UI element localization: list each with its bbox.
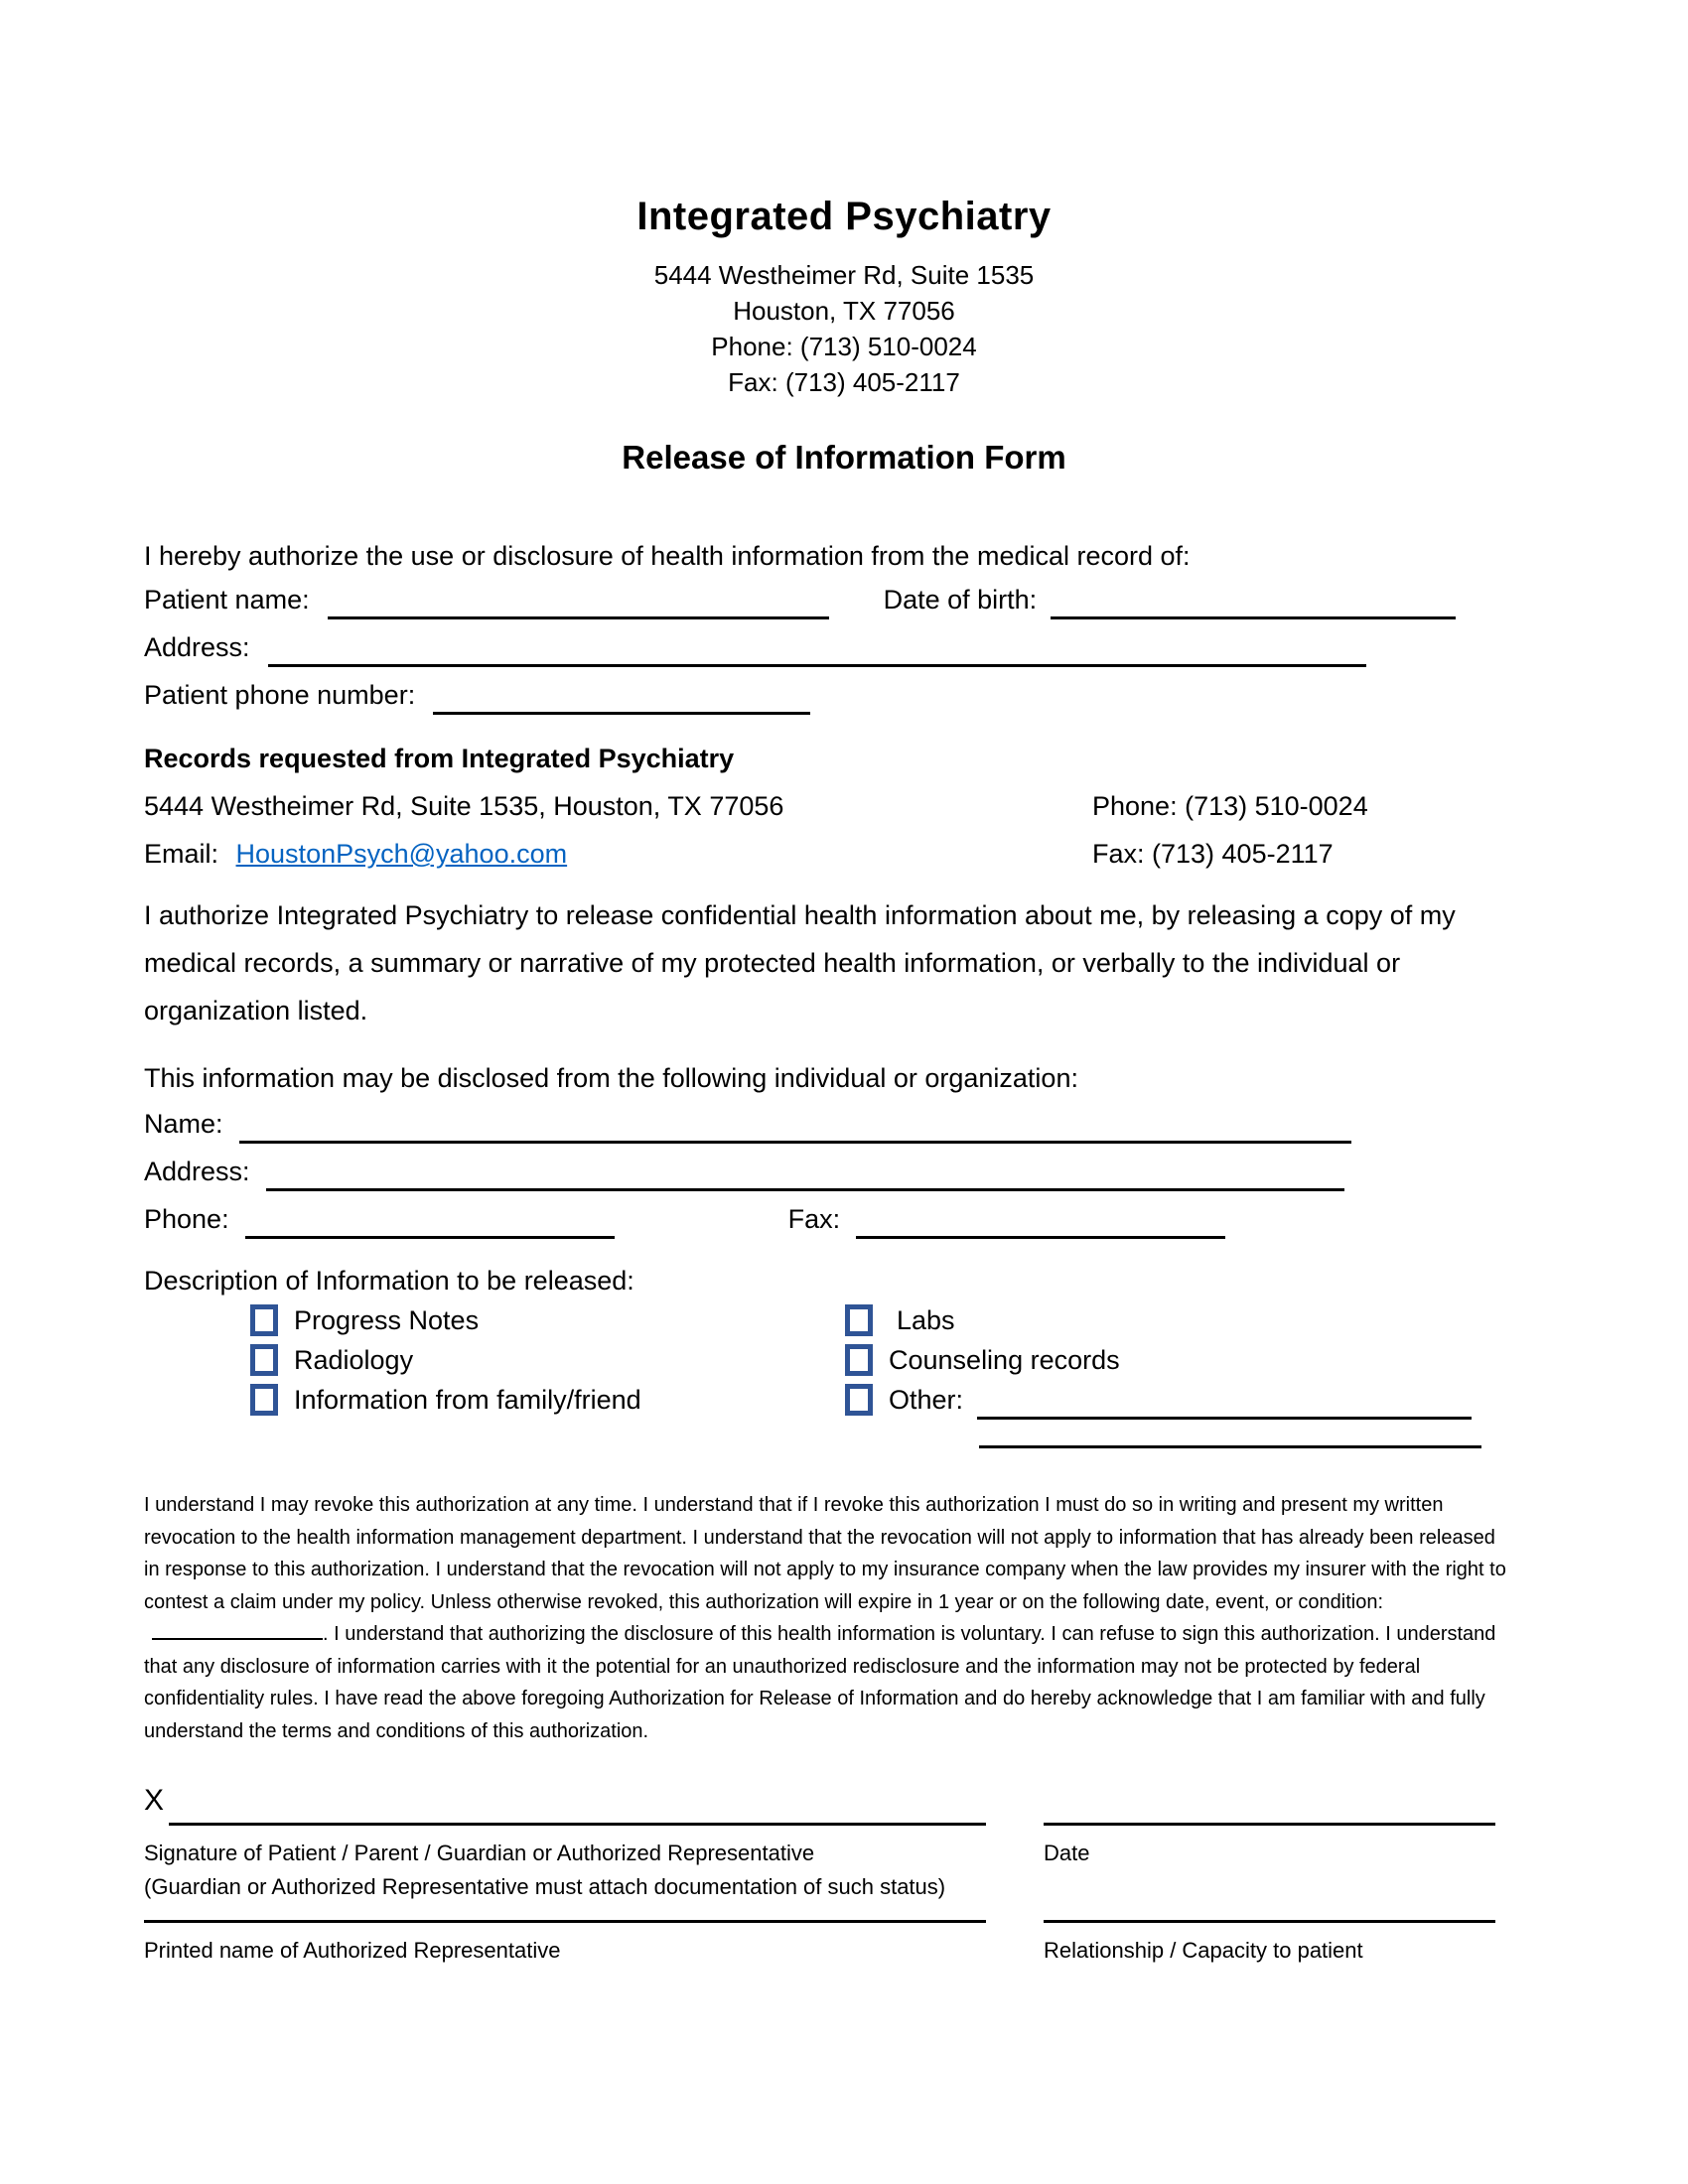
clinic-address-line1: 5444 Westheimer Rd, Suite 1535 [653, 260, 1035, 290]
other-field-line-2[interactable] [979, 1445, 1481, 1448]
patient-phone-field[interactable] [433, 681, 810, 715]
checkbox-row-family-friend [250, 1380, 641, 1420]
records-section-heading: Records requested from Integrated Psychiatry [144, 744, 735, 773]
printed-name-label: Printed name of Authorized Representative [144, 1938, 561, 1963]
checkbox-row-progress-notes [250, 1300, 479, 1340]
progress-notes-checkbox[interactable] [250, 1304, 278, 1336]
clinic-name: Integrated Psychiatry [636, 195, 1052, 238]
radiology-checkbox[interactable] [250, 1344, 278, 1376]
records-fax: Fax: (713) 405-2117 [1092, 839, 1334, 869]
authorization-paragraph: I authorize Integrated Psychiatry to release confidential health information about me, by releasing a copy of my medical records, a summary or narrative of my protected health information, or verbally to the individual or organization listed. [144, 900, 1456, 1025]
other-checkbox[interactable] [845, 1384, 873, 1416]
disclosure-phone-field[interactable] [245, 1205, 615, 1239]
counseling-label: Counseling records [889, 1345, 1120, 1375]
progress-notes-label: Progress Notes [294, 1305, 480, 1335]
clinic-address-line2: Houston, TX 77056 [733, 296, 955, 326]
other-field[interactable] [977, 1386, 1472, 1420]
disclosure-name-label: Name: [144, 1109, 223, 1139]
signature-field[interactable] [169, 1823, 986, 1826]
form-title: Release of Information Form [622, 439, 1066, 476]
patient-name-field[interactable] [328, 586, 829, 619]
clinic-phone: Phone: (713) 510-0024 [711, 332, 977, 361]
fine-print-after-blank: . I understand that authorizing the disclosure of this health information is voluntary. I can refuse to sign this authorization. I understand that any disclosure of information carries with it the potential for an unauthorized redisclosure and the information may not be protected by federal confidentiality rules. I have read the above foregoing Authorization for Release of Information and do hereby acknowledge that I am familiar with and fully understand the terms and conditions of this authorization. [144, 1623, 1496, 1742]
patient-name-label: Patient name: [144, 585, 310, 614]
date-field[interactable] [1044, 1823, 1495, 1826]
disclosure-address-field[interactable] [266, 1158, 1344, 1191]
patient-address-field[interactable] [268, 633, 1366, 667]
checkbox-row-counseling [845, 1340, 1120, 1380]
dob-label: Date of birth: [883, 585, 1038, 614]
signature-line-label: Signature of Patient / Parent / Guardian or Authorized Representative [144, 1841, 815, 1865]
labs-checkbox[interactable] [845, 1304, 873, 1336]
counseling-checkbox[interactable] [845, 1344, 873, 1376]
patient-phone-row [144, 675, 810, 715]
radiology-label: Radiology [294, 1345, 414, 1375]
clinic-fax: Fax: (713) 405-2117 [728, 367, 960, 397]
patient-intro-text: I hereby authorize the use or disclosure of health information from the medical record of: [144, 541, 1191, 571]
disclosure-fax-label: Fax: [787, 1204, 841, 1234]
description-heading: Description of Information to be released: [144, 1266, 634, 1296]
disclosure-name-row [144, 1104, 1351, 1144]
revocation-fine-print [144, 1489, 1506, 1747]
disclosure-name-field[interactable] [239, 1110, 1351, 1144]
labs-label: Labs [897, 1305, 955, 1335]
records-address: 5444 Westheimer Rd, Suite 1535, Houston, TX 77056 [144, 791, 784, 821]
other-label: Other: [889, 1385, 964, 1415]
disclosure-fax-field[interactable] [856, 1205, 1225, 1239]
patient-address-label: Address: [144, 632, 250, 662]
records-email-row [144, 834, 567, 874]
relationship-label: Relationship / Capacity to patient [1044, 1938, 1363, 1963]
checkbox-row-radiology [250, 1340, 413, 1380]
signature-x-mark: X [144, 1784, 165, 1817]
disclosure-address-row [144, 1152, 1344, 1191]
checkbox-row-labs [845, 1300, 955, 1340]
records-email-link[interactable]: HoustonPsych@yahoo.com [235, 839, 568, 869]
fine-print-before-blank: I understand I may revoke this authorization at any time. I understand that if I revoke this authorization I must do so in writing and present my written revocation to the health information management department. I understand that the revocation will not apply to information that has already been released in response to this authorization. I understand that the revocation will not apply to my insurance company when the law provides my insurer with the right to contest a claim under my policy. Unless otherwise revoked, this authorization will expire in 1 year or on the following date, event, or condition: [144, 1494, 1506, 1613]
patient-address-row [144, 627, 1366, 667]
records-email-label: Email: [144, 839, 219, 869]
dob-field[interactable] [1051, 586, 1456, 619]
date-line-label: Date [1044, 1841, 1090, 1865]
records-phone: Phone: (713) 510-0024 [1092, 791, 1368, 821]
patient-name-dob-row [144, 580, 1456, 619]
family-friend-checkbox[interactable] [250, 1384, 278, 1416]
disclosure-address-label: Address: [144, 1157, 250, 1186]
expiration-condition-field[interactable] [152, 1620, 323, 1640]
relationship-field[interactable] [1044, 1920, 1495, 1923]
guardian-note: (Guardian or Authorized Representative must attach documentation of such status) [144, 1874, 946, 1899]
family-friend-label: Information from family/friend [294, 1385, 641, 1415]
printed-name-field[interactable] [144, 1920, 986, 1923]
patient-phone-label: Patient phone number: [144, 680, 416, 710]
disclosure-phone-fax-row [144, 1199, 1225, 1239]
disclosure-phone-label: Phone: [144, 1204, 229, 1234]
checkbox-row-other [845, 1380, 1472, 1420]
disclosure-intro-text: This information may be disclosed from the following individual or organization: [144, 1063, 1078, 1093]
